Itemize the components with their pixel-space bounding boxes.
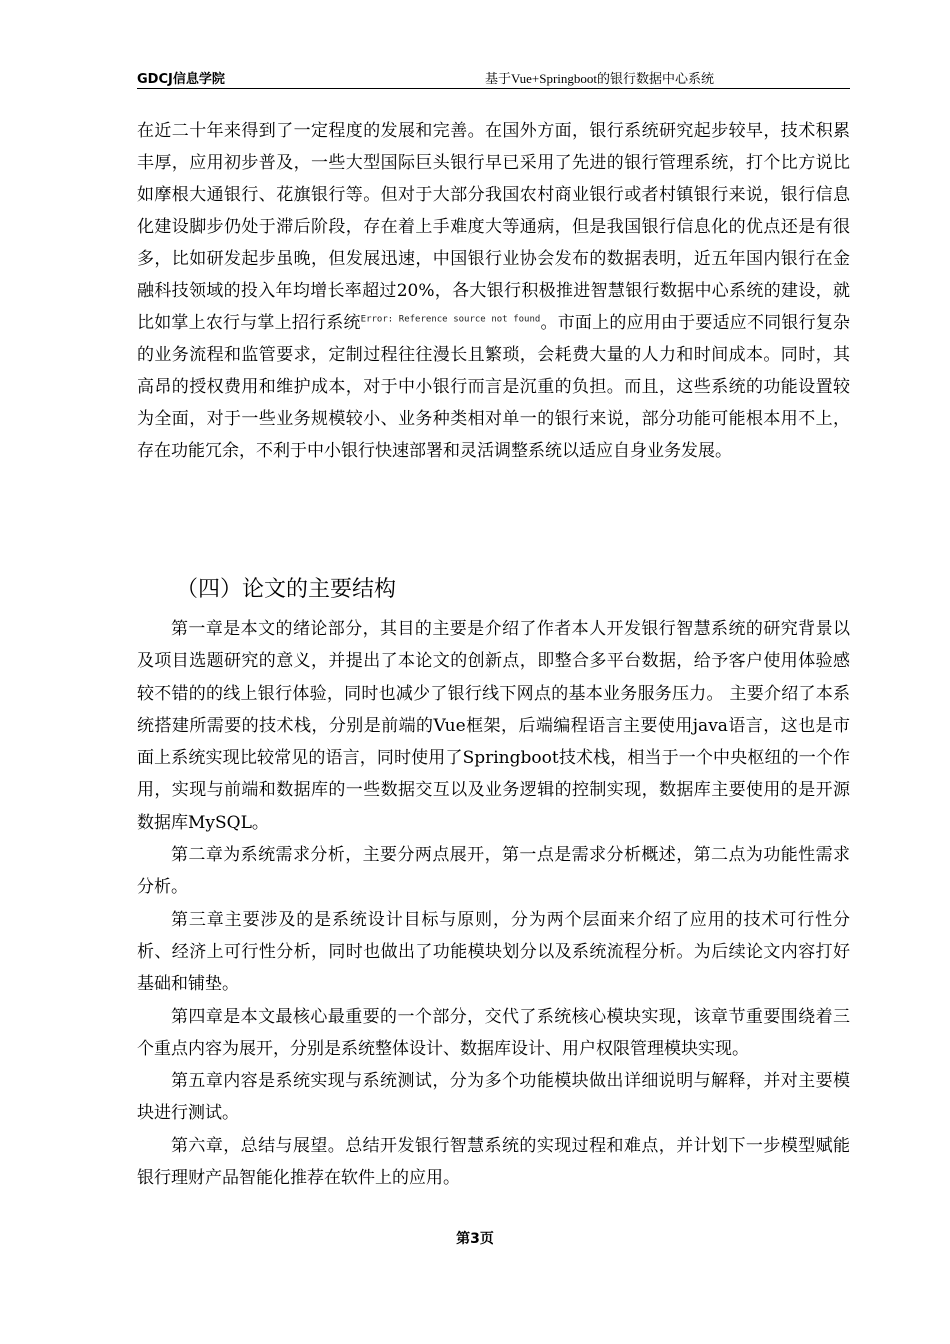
intro-text-after-ref: 。市面上的应用由于要适应不同银行复杂的业务流程和监管要求，定制过程往往漫长且繁琐，会耗费大量的人力和时间成本。同时，其高昂的授权费用和维护成本，对于中小银行而言是沉重的负担。而且，这些系统的功能设置较为全面，对于一些业务规模较小、业务种类相对单一的银行来说，部分功能可能根本用不上，存在功能冗余，不利于中小银行快速部署和灵活调整系统以适应自身业务发展。 [137,313,851,461]
structure-paragraphs [137,613,850,1194]
page-number: 第3页 [456,1231,494,1247]
chapter-two-paragraph: 第二章为系统需求分析，主要分两点展开，第一点是需求分析概述，第二点为功能性需求分析。 [137,845,850,898]
chapter-three-paragraph: 第三章主要涉及的是系统设计目标与原则，分为两个层面来介绍了应用的技术可行性分析、经济上可行性分析，同时也做出了功能模块划分以及系统流程分析。为后续论文内容打好基础和铺垫。 [137,909,850,995]
header-thesis-title: 基于Vue+Springboot的银行数据中心系统 [485,71,714,86]
header-school-name: GDCJ信息学院 [137,72,225,87]
chapter-six-paragraph: 第六章，总结与展望。总结开发银行智慧系统的实现过程和难点，并计划下一步模型赋能银行理财产品智能化推荐在软件上的应用。 [137,1135,850,1189]
chapter-one-paragraph: 第一章是本文的绪论部分，其目的主要是介绍了作者本人开发银行智慧系统的研究背景以及项目选题研究的意义，并提出了本论文的创新点，即整合多平台数据，给予客户使用体验感较不错的的线上银行体验，同时也减少了银行线下网点的基本业务服务压力。 主要介绍了本系统搭建所需要的技术栈，分别是前端的Vue框架，后端编程语言主要使用java语言，这也是市面上系统实现比较常见的语言，同时使用了Springboot技术栈，相当于一个中央枢纽的一个作用，实现与前端和数据库的一些数据交互以及业务逻辑的控制实现，数据库主要使用的是开源数据库MySQL。 [137,619,850,833]
reference-error-marker: Error: Reference source not found [360,314,541,325]
section-heading: （四）论文的主要结构 [176,577,397,602]
chapter-four-paragraph: 第四章是本文最核心最重要的一个部分，交代了系统核心模块实现，该章节重要围绕着三个重点内容为展开，分别是系统整体设计、数据库设计、用户权限管理模块实现。 [137,1006,850,1059]
page-header [137,64,850,89]
chapter-five-paragraph: 第五章内容是系统实现与系统测试，分为多个功能模块做出详细说明与解释，并对主要模块进行测试。 [137,1071,850,1124]
intro-text-before-ref: 在近二十年来得到了一定程度的发展和完善。在国外方面，银行系统研究起步较早，技术积累丰厚，应用初步普及，一些大型国际巨头银行早已采用了先进的银行管理系统，打个比方说比如摩根大通银行、花旗银行等。但对于大部分我国农村商业银行或者村镇银行来说，银行信息化建设脚步仍处于滞后阶段，存在着上手难度大等通病，但是我国银行信息化的优点还是有很多，比如研发起步虽晚，但发展迅速，中国银行业协会发布的数据表明，近五年国内银行在金融科技领域的投入年均增长率超过20%，各大银行积极推进智慧银行数据中心系统的建设，就比如掌上农行与掌上招行系统 [137,121,850,333]
intro-paragraph [137,115,850,467]
